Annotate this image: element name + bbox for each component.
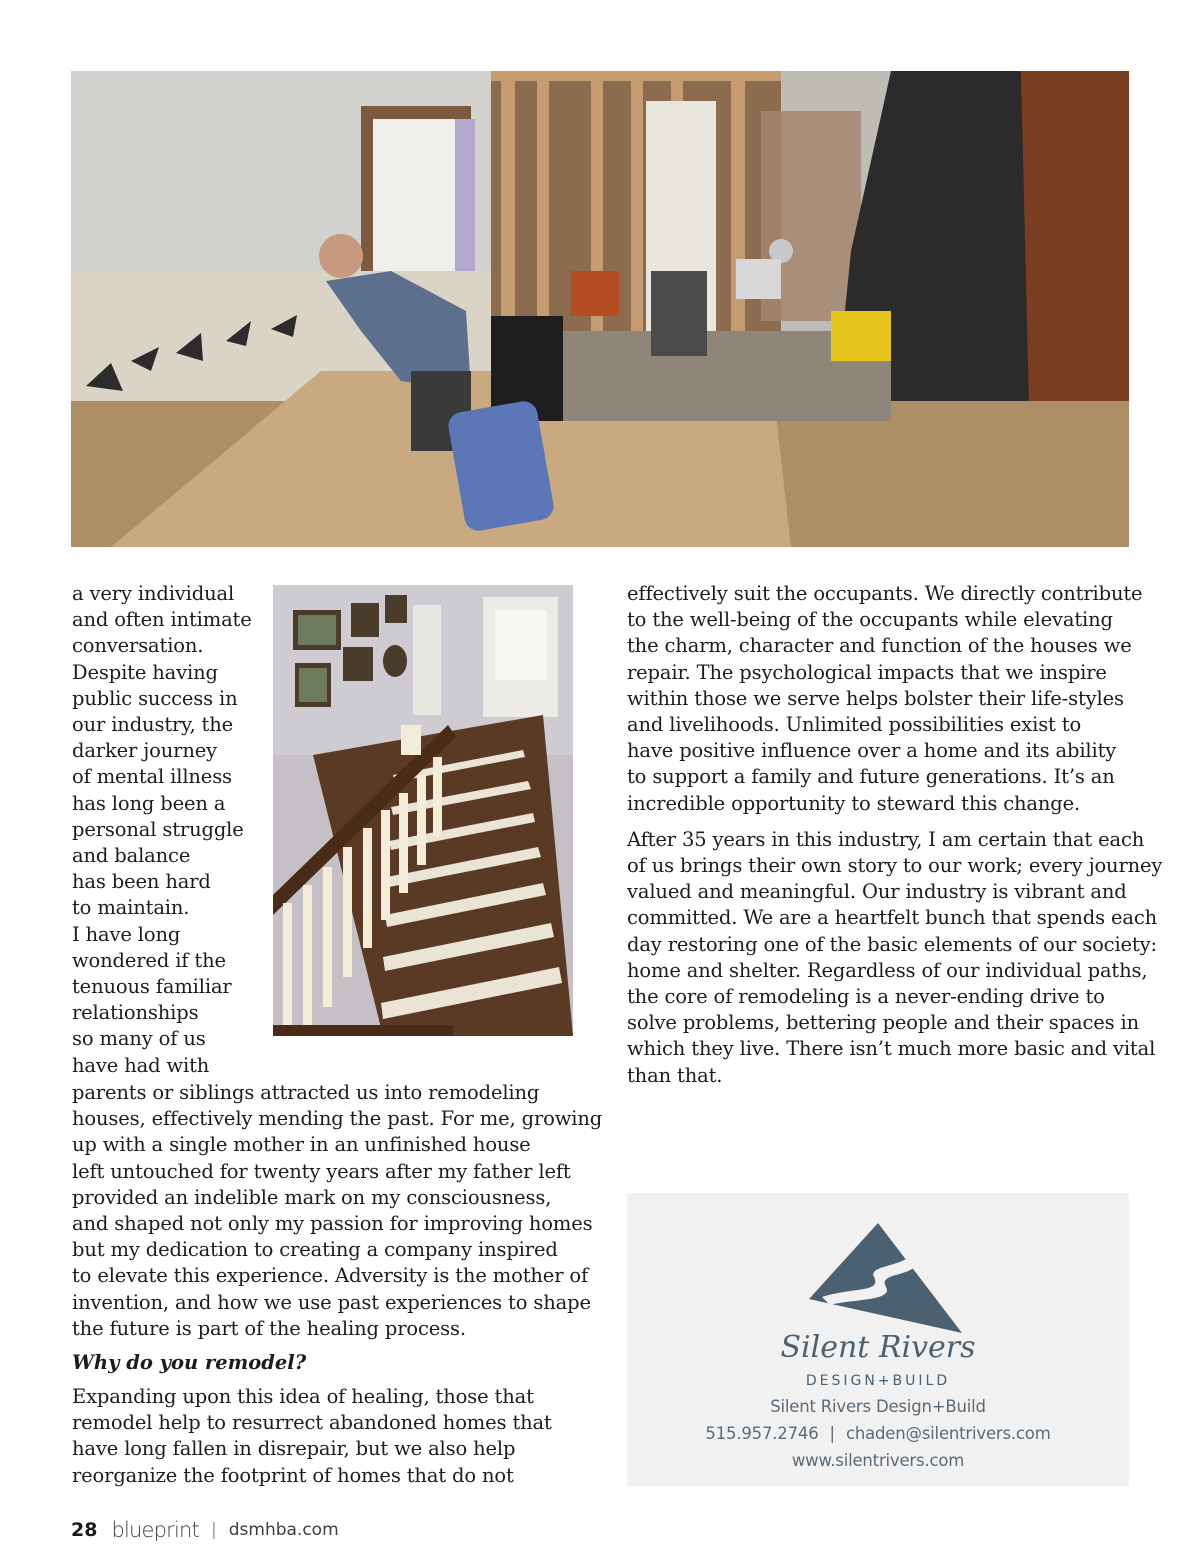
- ad-website: www.silentrivers.com: [791, 1451, 965, 1470]
- text-line: reorganize the footprint of homes that do not: [72, 1463, 514, 1487]
- paragraph: [72, 581, 257, 1079]
- text-line: so many of us: [72, 1027, 206, 1051]
- ad-company-name: Silent Rivers Design+Build: [770, 1397, 986, 1416]
- ad-phone: 515.957.2746: [705, 1424, 819, 1443]
- text-line: conversation.: [72, 634, 204, 658]
- silent-rivers-logo: [780, 1207, 976, 1389]
- logo-script-text: Silent Rivers: [780, 1330, 976, 1365]
- right-column-text: [627, 581, 1163, 1089]
- magazine-brand: blueprint: [111, 1518, 199, 1542]
- text-line: incredible opportunity to steward this change.: [627, 791, 1081, 815]
- text-line: have had with: [72, 1053, 210, 1077]
- text-line: to support a family and future generations. It’s an: [627, 765, 1115, 789]
- text-line: which they live. There isn’t much more basic and vital: [627, 1037, 1156, 1061]
- text-line: wondered if the: [72, 948, 226, 972]
- text-line: solve problems, bettering people and their spaces in: [627, 1011, 1140, 1035]
- text-line: personal struggle: [72, 817, 244, 841]
- footer-website: dsmhba.com: [228, 1520, 339, 1540]
- left-column-wide-text: [72, 1080, 603, 1489]
- text-line: a very individual: [72, 582, 235, 605]
- text-line: up with a single mother in an unfinished house: [72, 1133, 531, 1157]
- text-line: within those we serve helps bolster their life-styles: [627, 686, 1124, 710]
- left-column-narrow-text: [72, 581, 257, 1079]
- text-line: I have long: [72, 922, 181, 946]
- text-line: Despite having: [72, 660, 218, 684]
- text-line: Expanding upon this idea of healing, those that: [72, 1385, 534, 1409]
- text-line: than that.: [627, 1063, 723, 1087]
- text-line: committed. We are a heartfelt bunch that spends each: [627, 906, 1158, 930]
- text-line: darker journey: [72, 739, 217, 763]
- text-line: our industry, the: [72, 713, 234, 737]
- text-line: and often intimate: [72, 608, 252, 632]
- paragraph-gap: [627, 817, 1147, 827]
- text-line: to maintain.: [72, 896, 190, 920]
- text-line: provided an indelible mark on my consciousness,: [72, 1185, 552, 1209]
- text-line: invention, and how we use past experiences to shape: [72, 1290, 591, 1314]
- ad-email: chaden@silentrivers.com: [845, 1424, 1051, 1443]
- text-line: and balance: [72, 844, 191, 868]
- text-line: home and shelter. Regardless of our individual paths,: [627, 958, 1148, 982]
- text-line: parents or siblings attracted us into remodeling: [72, 1081, 540, 1104]
- text-line: the charm, character and function of the houses we: [627, 634, 1132, 658]
- ad-contact-line: [627, 1424, 1129, 1443]
- text-line: has long been a: [72, 791, 226, 815]
- text-line: remodel help to resurrect abandoned homes that: [72, 1411, 552, 1435]
- ad-separator: |: [829, 1424, 835, 1443]
- text-line: and shaped not only my passion for improving homes: [72, 1212, 593, 1236]
- text-line: tenuous familiar: [72, 975, 232, 999]
- text-line: and livelihoods. Unlimited possibilities exist to: [627, 713, 1082, 737]
- staircase-photo: [273, 585, 573, 1036]
- text-line: relationships: [72, 1001, 199, 1025]
- text-line: of mental illness: [72, 765, 232, 789]
- footer-separator: |: [211, 1520, 217, 1540]
- text-line: left untouched for twenty years after my father left: [72, 1159, 571, 1183]
- text-line: the core of remodeling is a never-ending drive to: [627, 985, 1105, 1009]
- paragraph: [627, 827, 1163, 1089]
- text-line: but my dedication to creating a company inspired: [72, 1238, 558, 1262]
- demolition-photo: [71, 71, 1129, 547]
- text-line: to elevate this experience. Adversity is the mother of: [72, 1264, 589, 1288]
- logo-subtitle-text: DESIGN+BUILD: [805, 1373, 951, 1389]
- text-line: effectively suit the occupants. We directly contribute: [627, 582, 1143, 605]
- text-line: valued and meaningful. Our industry is vibrant and: [627, 880, 1127, 904]
- section-subheading: Why do you remodel?: [72, 1351, 307, 1375]
- text-line: have long fallen in disrepair, but we also help: [72, 1437, 516, 1461]
- paragraph: [72, 1384, 582, 1489]
- text-line: day restoring one of the basic elements of our society:: [627, 932, 1157, 956]
- page-footer: [71, 1515, 339, 1545]
- text-line: have positive influence over a home and its ability: [627, 739, 1117, 763]
- page-number: 28: [71, 1519, 98, 1541]
- text-line: to the well-being of the occupants while elevating: [627, 608, 1113, 632]
- text-line: public success in: [72, 686, 238, 710]
- text-line: houses, effectively mending the past. For me, growing: [72, 1107, 603, 1131]
- text-line: of us brings their own story to our work; every journey: [627, 854, 1163, 878]
- paragraph: [627, 581, 1147, 817]
- text-line: After 35 years in this industry, I am certain that each: [627, 827, 1145, 851]
- paragraph: [72, 1080, 603, 1342]
- text-line: the future is part of the healing process.: [72, 1316, 466, 1340]
- advertisement-box: [627, 1193, 1129, 1486]
- text-line: repair. The psychological impacts that we inspire: [627, 660, 1107, 684]
- text-line: has been hard: [72, 870, 211, 894]
